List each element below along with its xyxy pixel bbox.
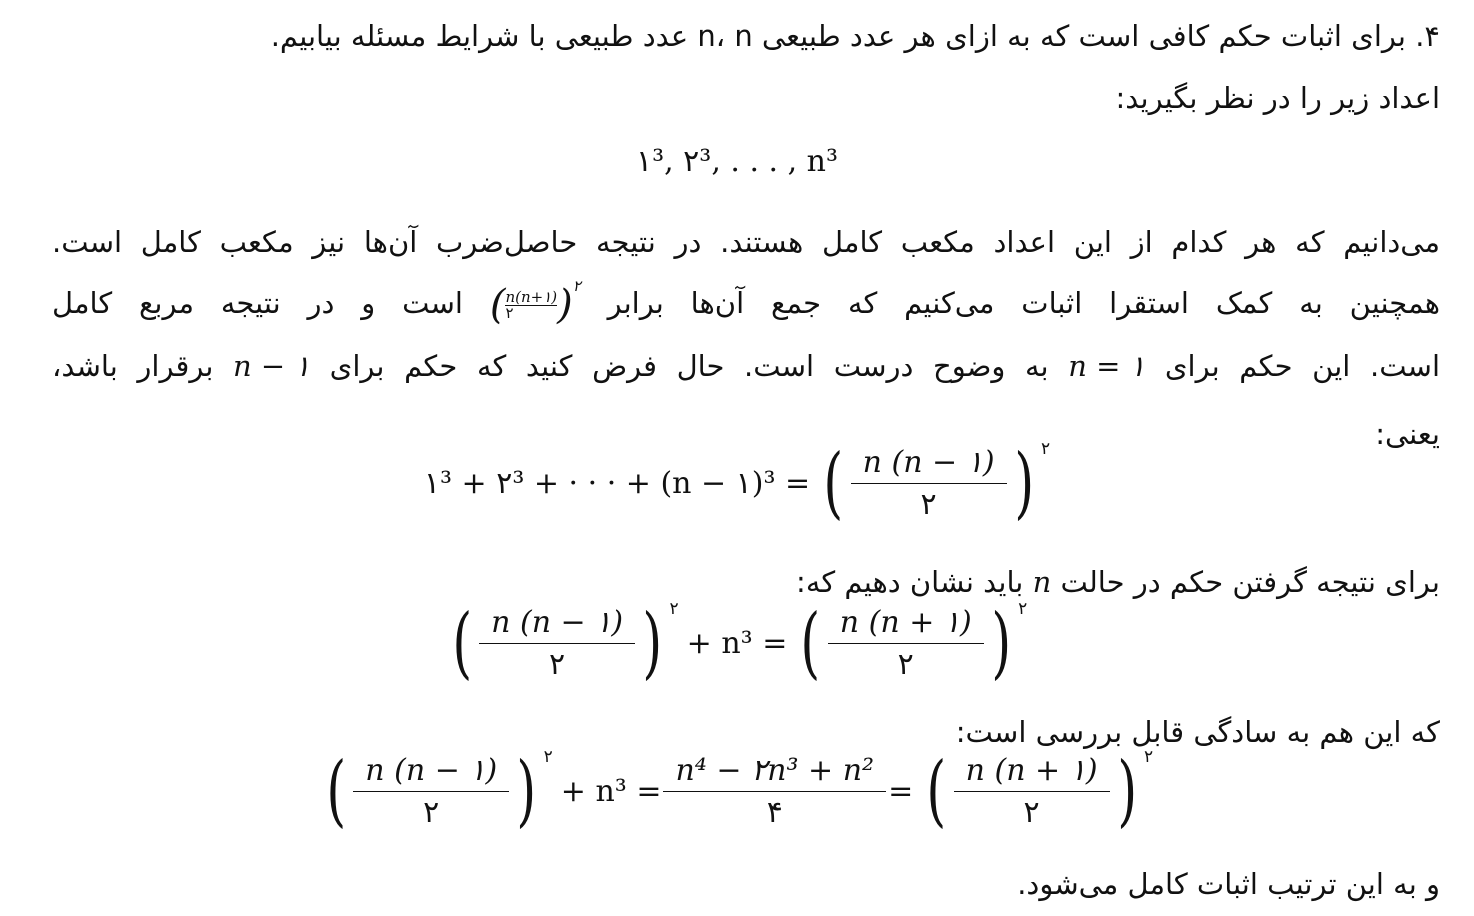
goal-text-a: برای نتیجه گرفتن حکم در حالت: [1060, 565, 1440, 599]
problem-statement-line2: اعداد زیر را در نظر بگیرید:: [1115, 81, 1440, 115]
eq4-denominator-1: ۲: [353, 791, 509, 830]
eq4-numerator-3: n (n + ۱): [965, 752, 1098, 788]
eq4-denominator-2: ۴: [663, 791, 886, 830]
inline-math-n-equals-1: n = ۱: [1068, 349, 1146, 383]
eq4-middle: + n³ =: [560, 773, 662, 809]
eq2-denominator: ۲: [851, 483, 1007, 522]
goal-statement: [52, 565, 1440, 599]
inline-exponent: ۲: [572, 277, 581, 295]
inline-frac-den: ۲: [505, 305, 557, 321]
paragraph-line2-text-b: است و در نتیجه مربع کامل: [52, 286, 463, 320]
eq2-lhs: ۱³ + ۲³ + · · · + (n − ۱)³ =: [423, 465, 811, 501]
goal-equation: ( $\frac{n (n - ۱)}{۲}$ ) ۲ + n³ = ( $\frac{n (n + ۱)}{۲}$ ) ۲: [452, 598, 1028, 688]
eq3-exponent-2: ۲: [1018, 599, 1028, 619]
cubes-sequence: ۱³, ۲³, . . . , n³: [635, 144, 839, 179]
eq2-numerator: n (n − ۱): [862, 444, 995, 480]
paragraph-line3-text-b: به وضوح درست است. حال فرض کنید که حکم برای: [329, 349, 1049, 383]
eq4-equals: =: [888, 773, 914, 809]
eq3-exponent-1: ۲: [669, 599, 679, 619]
inline-math-n-minus-1: n − ۱: [233, 349, 311, 383]
paragraph-line4: یعنی:: [1375, 417, 1440, 451]
inline-sum-formula: ( n(n+۱) ۲ )$^۲$: [489, 277, 581, 328]
eq4-numerator-2: n⁴ − ۲n³ + n²: [675, 752, 875, 788]
eq4-denominator-3: ۲: [954, 791, 1110, 830]
eq4-exponent-3: ۲: [1144, 747, 1154, 767]
eq3-numerator-2: n (n + ۱): [839, 604, 972, 640]
goal-math-n: n: [1032, 565, 1052, 599]
paragraph-line3-text-c: برقرار باشد،: [52, 349, 214, 383]
goal-text-b: باید نشان دهیم که:: [796, 565, 1024, 599]
verification-statement: که این هم به سادگی قابل بررسی است:: [955, 715, 1440, 749]
eq3-numerator-1: n (n − ۱): [491, 604, 624, 640]
eq4-numerator-1: n (n − ۱): [365, 752, 498, 788]
verification-equation: ( $\frac{n (n - ۱)}{۲}$ ) ۲ + n³ = $\frac{\text{n⁴ − ۲n³ + n²}}{۴}$ = ( $\frac{n (n + ۱)}{۲}$ ) ۲: [326, 746, 1154, 836]
inline-frac-num: n(n+۱): [505, 287, 558, 306]
paragraph-line2-text-a: همچنین به کمک استقرا اثبات می‌کنیم که جمع آن‌ها برابر: [607, 286, 1441, 320]
paragraph-line2: [52, 277, 1441, 328]
problem-statement-line1: ۴. برای اثبات حکم کافی است که به ازای هر عدد طبیعی n، n عدد طبیعی با شرایط مسئله بیابیم.: [270, 19, 1440, 53]
eq3-denominator-1: ۲: [479, 643, 635, 682]
paragraph-line3: [52, 349, 1441, 383]
eq2-exponent: ۲: [1041, 439, 1051, 459]
eq3-denominator-2: ۲: [828, 643, 984, 682]
paragraph-line1: می‌دانیم که هر کدام از این اعداد مکعب کامل هستند. در نتیجه حاصل‌ضرب آن‌ها نیز مکعب کامل است.: [52, 225, 1440, 259]
eq3-middle: + n³ =: [686, 625, 788, 661]
eq4-exponent-1: ۲: [543, 747, 553, 767]
induction-hypothesis-equation: ۱³ + ۲³ + · · · + (n − ۱)³ = ( $\frac{n (n - ۱)}{۲}$ ) ۲: [423, 438, 1051, 528]
paragraph-line3-text-a: است. این حکم برای: [1164, 349, 1441, 383]
conclusion: و به این ترتیب اثبات کامل می‌شود.: [1017, 867, 1440, 901]
